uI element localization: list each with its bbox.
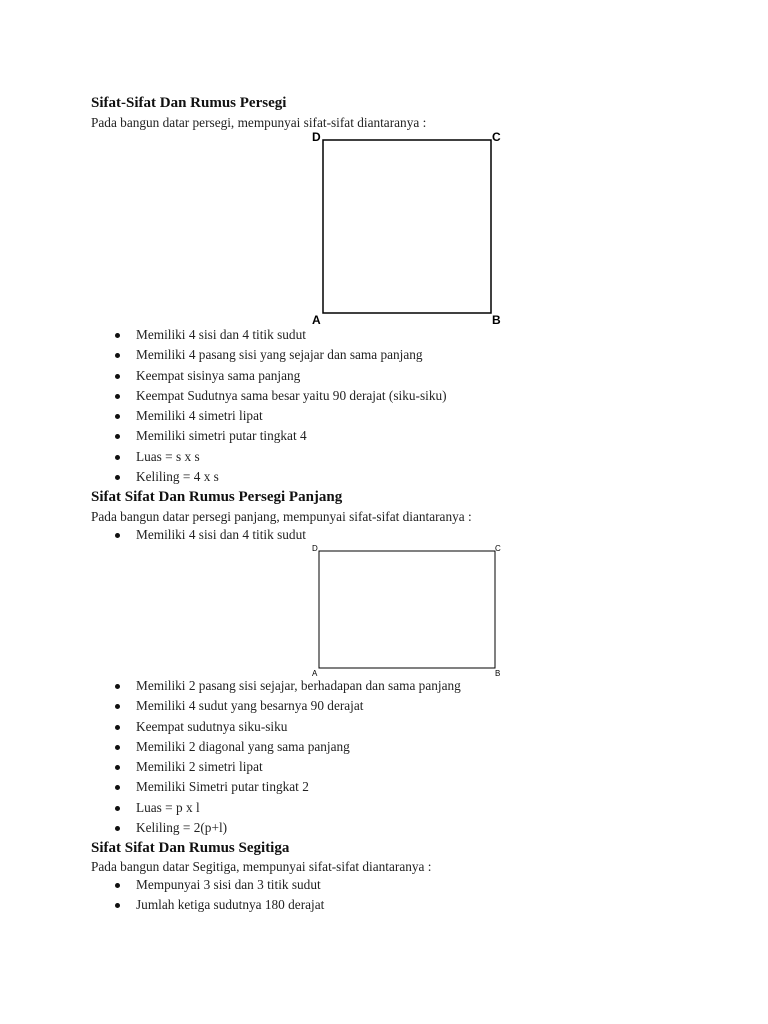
list-item: Luas = p x l	[91, 798, 461, 818]
section-title-persegi-panjang: Sifat Sifat Dan Rumus Persegi Panjang	[91, 489, 343, 505]
list-item: Keempat sudutnya siku-siku	[91, 717, 461, 737]
rectangle-vertex-c: C	[495, 544, 501, 553]
list-item: Memiliki 4 pasang sisi yang sejajar dan sama panjang	[91, 345, 447, 365]
rectangle-vertex-d: D	[312, 544, 318, 553]
rectangle-diagram	[310, 542, 510, 682]
list-item: Memiliki Simetri putar tingkat 2	[91, 777, 461, 797]
square-figure	[310, 128, 510, 328]
square-shape	[323, 140, 491, 313]
list-item: Keliling = 4 x s	[91, 467, 447, 487]
properties-list-persegi-panjang-top	[91, 525, 306, 545]
list-item: Memiliki simetri putar tingkat 4	[91, 426, 447, 446]
list-item: Memiliki 4 sisi dan 4 titik sudut	[91, 525, 306, 545]
section-title-segitiga: Sifat Sifat Dan Rumus Segitiga	[91, 840, 290, 856]
rectangle-figure	[310, 542, 510, 682]
properties-list-persegi	[91, 325, 447, 487]
list-item: Keliling = 2(p+l)	[91, 818, 461, 838]
list-item: Mempunyai 3 sisi dan 3 titik sudut	[91, 875, 324, 895]
square-diagram	[310, 128, 510, 328]
list-item: Jumlah ketiga sudutnya 180 derajat	[91, 895, 324, 915]
section-intro-persegi-panjang: Pada bangun datar persegi panjang, mempunyai sifat-sifat diantaranya :	[91, 509, 472, 524]
section-intro-persegi: Pada bangun datar persegi, mempunyai sifat-sifat diantaranya :	[91, 115, 427, 130]
list-item: Memiliki 2 simetri lipat	[91, 757, 461, 777]
properties-list-segitiga	[91, 875, 324, 916]
list-item: Memiliki 4 sudut yang besarnya 90 derajat	[91, 696, 461, 716]
properties-list-persegi-panjang	[91, 676, 461, 838]
list-item: Memiliki 4 sisi dan 4 titik sudut	[91, 325, 447, 345]
list-item: Memiliki 4 simetri lipat	[91, 406, 447, 426]
list-item: Memiliki 2 pasang sisi sejajar, berhadapan dan sama panjang	[91, 676, 461, 696]
rectangle-vertex-a: A	[312, 669, 318, 678]
square-vertex-b: B	[492, 313, 501, 327]
list-item: Keempat sisinya sama panjang	[91, 366, 447, 386]
rectangle-shape	[319, 551, 495, 668]
square-vertex-c: C	[492, 130, 501, 144]
section-intro-segitiga: Pada bangun datar Segitiga, mempunyai sifat-sifat diantaranya :	[91, 859, 432, 874]
section-title-persegi: Sifat-Sifat Dan Rumus Persegi	[91, 95, 287, 111]
square-vertex-d: D	[312, 130, 321, 144]
square-vertex-a: A	[312, 313, 321, 327]
list-item: Luas = s x s	[91, 447, 447, 467]
list-item: Memiliki 2 diagonal yang sama panjang	[91, 737, 461, 757]
list-item: Keempat Sudutnya sama besar yaitu 90 derajat (siku-siku)	[91, 386, 447, 406]
rectangle-vertex-b: B	[495, 669, 501, 678]
